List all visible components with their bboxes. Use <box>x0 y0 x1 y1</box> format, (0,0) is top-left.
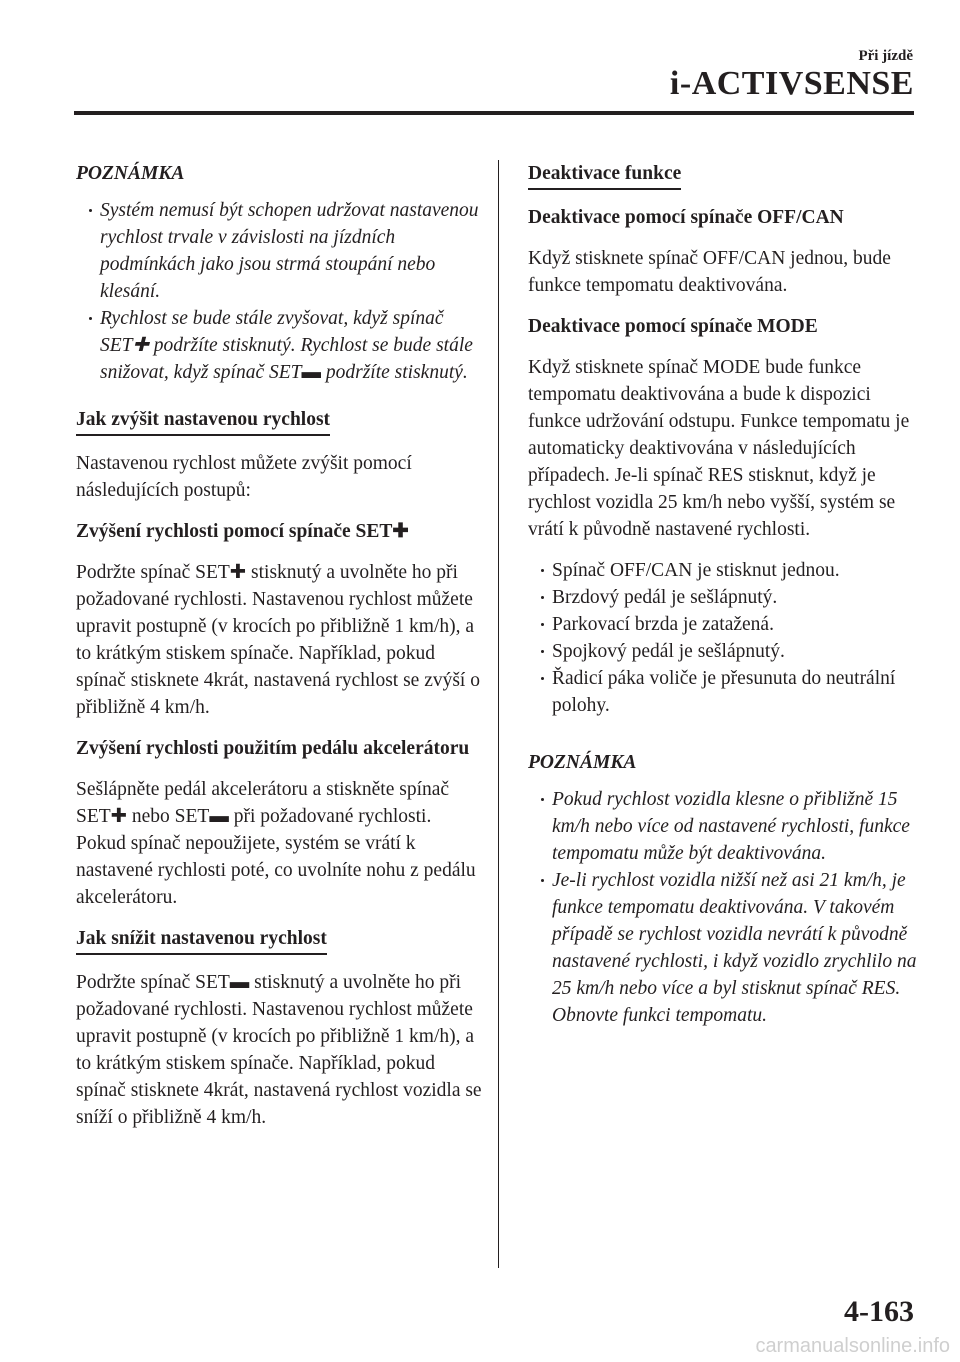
note-item: Je-li rychlost vozidla nižší než asi 21 km/h, je funkce tempomatu deaktivována. V takovém případě se rychlost vozidla nevrátí k původně nastavené rychlosti, i když vozidlo zrychlilo na 25 km/h nebo více a byl stisknut spínač RES. Obnovte funkci tempomatu. <box>528 867 928 1029</box>
chapter-title: i-ACTIVSENSE <box>669 65 914 102</box>
note-list <box>76 197 486 386</box>
note-list <box>528 786 928 1029</box>
decrease-speed-heading: Jak snížit nastavenou rychlost <box>76 926 327 955</box>
offcan-heading: Deaktivace pomocí spínače OFF/CAN <box>528 207 844 228</box>
note-item: Systém nemusí být schopen udržovat nastavenou rychlost trvale v závislosti na jízdních podmínkách jako jsou strmá stoupání nebo klesání. <box>76 197 486 305</box>
deactivation-cases <box>528 557 928 719</box>
list-item: Brzdový pedál je sešlápnutý. <box>528 584 928 611</box>
list-item: Parkovací brzda je zatažená. <box>528 611 928 638</box>
decrease-text: Podržte spínač SET▬ stisknutý a uvolněte ho při požadované rychlosti. Nastavenou rychlost můžete upravit postupně (v krocích po přibližně 1 km/h), a to krátkým stiskem spínače. Například, pokud spínač stisknete 4krát, nastavená rychlost vozidla se sníží o přibližně 4 km/h. <box>76 972 482 1128</box>
pedal-text: Sešlápněte pedál akcelerátoru a stiskněte spínač SET✚ nebo SET▬ při požadované rychlosti. Pokud spínač nepoužijete, systém se vrátí k nastavené rychlosti poté, co uvolníte nohu z pedálu akcelerátoru. <box>76 779 476 908</box>
offcan-text: Když stisknete spínač OFF/CAN jednou, bude funkce tempomatu deaktivována. <box>528 248 891 296</box>
note-item: Pokud rychlost vozidla klesne o přibližně 15 km/h nebo více od nastavené rychlosti, funkce tempomatu může být deaktivována. <box>528 786 928 867</box>
list-item: Spojkový pedál je sešlápnutý. <box>528 638 928 665</box>
mode-heading: Deaktivace pomocí spínače MODE <box>528 316 818 337</box>
note-item: Rychlost se bude stále zvyšovat, když spínač SET✚ podržíte stisknutý. Rychlost se bude stále snižovat, když spínač SET▬ podržíte stisknutý. <box>76 305 486 386</box>
set-plus-text: Podržte spínač SET✚ stisknutý a uvolněte ho při požadované rychlosti. Nastavenou rychlost můžete upravit postupně (v krocích po přibližně 1 km/h), a to krátkým stiskem spínače. Například, pokud spínač stisknete 4krát, nastavená rychlost se zvýší o přibližně 4 km/h. <box>76 562 480 718</box>
note-title: POZNÁMKA <box>76 163 185 184</box>
note-title: POZNÁMKA <box>528 752 637 773</box>
mode-text: Když stisknete spínač MODE bude funkce tempomatu deaktivována a bude k dispozici funkce udržování odstupu. Funkce tempomatu je automaticky deaktivována v následujících případech. Je-li spínač RES stisknut, když je rychlost vozidla 25 km/h nebo vyšší, systém se vrátí k původně nastavené rychlosti. <box>528 357 910 540</box>
right-column <box>528 160 928 1029</box>
deactivation-heading: Deaktivace funkce <box>528 161 681 190</box>
column-divider <box>498 160 499 1268</box>
pedal-heading: Zvýšení rychlosti použitím pedálu akcelerátoru <box>76 738 470 759</box>
increase-speed-heading: Jak zvýšit nastavenou rychlost <box>76 407 330 436</box>
increase-intro: Nastavenou rychlost můžete zvýšit pomocí následujících postupů: <box>76 453 412 501</box>
list-item: Řadicí páka voliče je přesunuta do neutrální polohy. <box>528 665 928 719</box>
header-rule <box>74 111 914 115</box>
left-column <box>76 160 486 1131</box>
section-label: Při jízdě <box>858 48 913 64</box>
page-number: 4-163 <box>844 1295 914 1328</box>
list-item: Spínač OFF/CAN je stisknut jednou. <box>528 557 928 584</box>
footer-watermark: carmanualsonline.info <box>755 1335 950 1357</box>
set-plus-heading: Zvýšení rychlosti pomocí spínače SET✚ <box>76 521 409 542</box>
